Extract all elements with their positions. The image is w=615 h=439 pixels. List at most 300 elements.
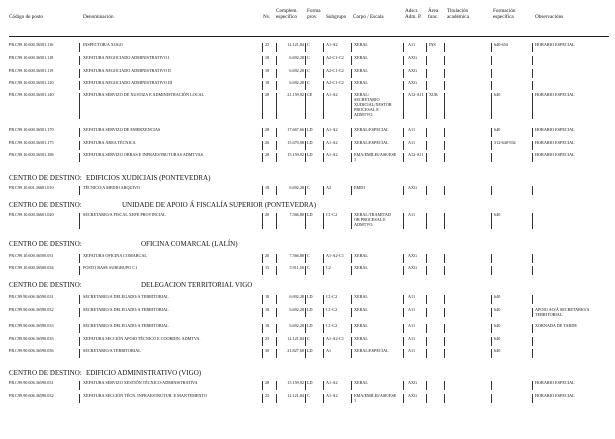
centro-label: CENTRO DE DESTINO: [9,201,82,209]
column-divider [491,254,492,263]
column-divider [444,266,445,275]
column-divider [351,56,352,65]
column-divider [276,43,277,52]
col-header-titulacion-1: Titulación [447,8,469,14]
posto-denominacion: SECRETARIO/A FISCAL XEFE PROVINCIAL [83,212,166,217]
posto-area: INS [429,42,436,47]
column-divider [426,308,427,317]
posto-code: PR.C99.10.600.36501.140 [9,92,54,97]
column-divider [403,56,404,65]
posto-forma: C [307,393,310,398]
column-divider [276,93,277,119]
column-divider [323,308,324,317]
column-divider [79,81,80,90]
column-divider [323,128,324,137]
centro-heading [9,240,238,248]
column-divider [276,69,277,78]
col-header-formacion-2: específica [493,14,514,20]
posto-nivel: 28 [265,380,270,385]
column-divider [444,93,445,119]
posto-corpo: XERAL/ [354,92,370,97]
posto-formacion: 640 [494,348,501,353]
column-divider [351,337,352,346]
posto-observacions: HORARIO ESPECIAL [535,127,575,132]
col-header-area-1: Área [428,8,439,14]
column-divider [323,381,324,390]
column-divider [444,128,445,137]
posto-corpo: EMA/EMILEI/ASE/ESE [354,393,397,398]
column-divider [491,349,492,358]
posto-nivel: 20 [265,253,270,258]
posto-corpo: XERAL [354,307,368,312]
posto-adscripcion: A11 [408,336,416,341]
posto-code: PR.C99.10.600.36501.119 [9,68,54,73]
posto-formacion: 640 [494,212,501,217]
column-divider [491,213,492,229]
column-divider [79,141,80,150]
posto-corpo: XERAL [354,55,368,60]
column-divider [351,381,352,390]
column-divider [262,266,263,275]
column-divider [276,81,277,90]
col-header-forma-2: prov. [307,14,318,20]
column-divider [305,81,306,90]
posto-formacion: 640 [494,336,501,341]
posto-denominacion: SECRETARIO/A DELEGADO/A TERRITORIAL [83,307,169,312]
posto-code: PR.C99.10.600.36500.034 [9,265,54,270]
column-divider [403,213,404,229]
column-divider [262,69,263,78]
posto-adscripcion: AXG [408,80,418,85]
column-divider [491,337,492,346]
posto-forma: C [307,68,310,73]
column-divider [79,69,80,78]
column-divider [403,266,404,275]
posto-code: PR.C99.10.601.36601.010 [9,185,54,190]
column-divider [491,56,492,65]
column-divider [305,308,306,317]
column-divider [351,254,352,263]
col-header-observacions: Observacións [535,14,564,20]
posto-denominacion: XEFATURA NEGOCIADO ADMINISTRATIVO II [83,68,171,73]
posto-code: PR.C99.90.606.36590.035 [9,336,54,341]
column-divider [444,349,445,358]
posto-corpo: EMD1 [354,185,366,190]
posto-adscripcion: AXG [408,253,418,258]
posto-adscripcion: A11 [408,212,416,217]
posto-corpo: XERAL [354,294,368,299]
centro-name: EDIFICIOS XUDICIAIS (PONTEVEDRA) [86,174,211,182]
posto-adscripcion: AXG [408,68,418,73]
posto-denominacion: XEFATURA SERVIZO DE XUSTIZA E ADMINISTRACIÓN LOCAL [83,92,205,97]
column-divider [426,349,427,358]
posto-formacion: 640 [494,323,501,328]
posto-corpo-line3: ADMTVO. [354,222,374,227]
posto-observacions: HORARIO ESPECIAL [535,393,575,398]
posto-forma: C [307,185,310,190]
column-divider [351,213,352,229]
column-divider [426,381,427,390]
column-divider [262,128,263,137]
posto-corpo: XERAL [354,80,368,85]
posto-code: PR.C99.10.600.36601.020 [9,212,54,217]
column-divider [276,56,277,65]
column-divider [262,186,263,195]
column-divider [444,56,445,65]
column-divider [323,56,324,65]
posto-adscripcion: A11 [408,42,416,47]
posto-corpo: XERAL [354,380,368,385]
column-divider [305,266,306,275]
column-divider [79,266,80,275]
centro-label: CENTRO DE DESTINO: [9,281,82,289]
col-header-forma-1: Forma [307,8,321,14]
posto-denominacion: SECRETARIO/A DELEGADO/A TERRITORIAL [83,294,169,299]
column-divider [491,266,492,275]
centro-name: OFICINA COMARCAL (LALÍN) [141,240,238,248]
posto-denominacion: INSPECTOR/A XOGO [83,42,123,47]
posto-corpo-line4: PROCESAL E [354,107,379,112]
column-divider [305,141,306,150]
posto-denominacion: XEFATURA SERVIZO XESTIÓN TÉCNICO-ADMINISTRATIVA [83,380,198,385]
column-divider [323,93,324,119]
posto-observacions: HORARIO ESPECIAL [535,152,575,157]
column-divider [276,213,277,229]
col-header-complem-1: Complem. [276,8,298,14]
column-divider [426,153,427,162]
column-divider [532,56,533,65]
posto-formacion: 640 [494,294,501,299]
posto-denominacion: XEFATURA OFICINA COMARCAL [83,253,147,258]
column-divider [403,186,404,195]
column-divider [79,56,80,65]
column-divider [403,43,404,52]
column-divider [305,153,306,162]
posto-adscripcion: A12-A11 [408,92,424,97]
column-divider [491,295,492,304]
column-divider [426,93,427,119]
column-divider [79,308,80,317]
column-divider [532,254,533,263]
column-divider [444,254,445,263]
column-divider [444,43,445,52]
column-divider [532,141,533,150]
column-divider [532,43,533,52]
column-divider [444,295,445,304]
posto-forma: C [307,55,310,60]
posto-code: PR.C99.90.606.36590.036 [9,348,54,353]
posto-adscripcion: A12-A11 [408,152,424,157]
posto-formacion: 640 [494,127,501,132]
column-divider [79,295,80,304]
posto-nivel: 18 [265,68,270,73]
column-divider [262,56,263,65]
posto-adscripcion: A11 [408,140,416,145]
column-divider [532,69,533,78]
column-divider [262,349,263,358]
posto-nivel: 30 [265,348,270,353]
column-divider [532,394,533,403]
column-divider [426,324,427,333]
column-divider [444,141,445,150]
posto-adscripcion: AXG [408,380,418,385]
col-header-complem-2: específico [276,14,298,20]
posto-corpo: XERAL [354,336,368,341]
column-divider [305,69,306,78]
column-divider [79,128,80,137]
posto-corpo: XERAL [354,265,368,270]
column-divider [532,349,533,358]
posto-adscripcion: AXG [408,185,418,190]
column-divider [351,266,352,275]
posto-nivel: 25 [265,336,270,341]
posto-nivel: 28 [265,92,270,97]
column-divider [305,56,306,65]
centro-label: CENTRO DE DESTINO: [9,240,82,248]
column-divider [276,349,277,358]
posto-complemento: 21.827,68 [287,348,304,353]
posto-denominacion: TÉCNICO/A MEDIO ARQUIVO [83,185,140,190]
posto-subgrupo: A1-A2-C1 [326,253,344,258]
posto-forma: LD [307,152,313,157]
centro-heading [9,281,253,289]
column-divider [262,337,263,346]
posto-subgrupo: A2 [326,185,332,190]
column-divider [351,349,352,358]
column-divider [491,69,492,78]
posto-forma: C [307,80,310,85]
column-divider [276,337,277,346]
column-divider [262,324,263,333]
column-divider [491,128,492,137]
column-divider [491,394,492,403]
posto-formacion: 640 [494,307,501,312]
centro-label: CENTRO DE DESTINO: [9,369,82,377]
column-divider [532,295,533,304]
column-divider [276,254,277,263]
column-divider [262,153,263,162]
posto-code: PR.C99.90.606.36590.033 [9,323,54,328]
posto-nivel: 28 [265,152,270,157]
column-divider [532,213,533,229]
column-divider [426,81,427,90]
column-divider [403,394,404,403]
posto-forma: LD [307,307,313,312]
column-divider [323,81,324,90]
col-header-titulacion-2: académica [447,14,469,20]
posto-complemento: 15.159,92 [287,152,304,157]
column-divider [323,337,324,346]
column-divider [276,153,277,162]
posto-complemento: 6.692,28 [289,55,304,60]
column-divider [323,349,324,358]
posto-code: PR.C99.90.606.36590.032 [9,393,54,398]
column-divider [323,295,324,304]
column-divider [79,394,80,403]
column-divider [305,186,306,195]
posto-denominacion: XEFATURA ÁREA TÉCNICA [83,140,136,145]
column-divider [305,295,306,304]
column-divider [444,308,445,317]
posto-complemento: 6.692,28 [289,323,304,328]
posto-subgrupo: C1-C2 [326,307,338,312]
posto-denominacion: SECRETARIO/A TERRITORIAL [83,348,141,353]
posto-denominacion: XEFATURA NEGOCIADO ADMINISTRATIVO III [83,80,173,85]
col-header-denominacion: Denominación [83,14,114,20]
column-divider [444,213,445,229]
column-divider [305,349,306,358]
column-divider [276,266,277,275]
posto-nivel: 18 [265,307,270,312]
column-divider [403,381,404,390]
posto-corpo: XERAL/TRAMITAD [354,212,391,217]
posto-corpo: XERAL/ESPECIAL [354,127,389,132]
column-divider [426,254,427,263]
column-divider [532,266,533,275]
posto-forma: C [307,336,310,341]
posto-adscripcion: A11 [408,294,416,299]
posto-subgrupo: A1 [326,348,332,353]
column-divider [323,153,324,162]
column-divider [491,153,492,162]
posto-code: PR.C99.10.600.36501.175 [9,140,54,145]
column-divider [426,141,427,150]
posto-subgrupo: C1-C2 [326,212,338,217]
posto-observacions: APOIO AO/Á SECRETARIO/A TERRITORIAL [535,307,590,317]
posto-corpo-line5: ADMTVO. [354,112,374,117]
col-header-adscr-1: Adscr. [405,8,419,14]
posto-nivel: 25 [265,393,270,398]
header-rule [9,36,609,37]
posto-forma: LD [307,140,313,145]
column-divider [532,308,533,317]
column-divider [351,93,352,119]
column-divider [403,81,404,90]
posto-subgrupo: C1-C2 [326,294,338,299]
column-divider [444,337,445,346]
column-divider [79,43,80,52]
posto-denominacion: XEFATURA NEGOCIADO ADMINISTRATIVO I [83,55,170,60]
column-divider [276,141,277,150]
column-divider [305,324,306,333]
column-divider [532,81,533,90]
column-divider [403,141,404,150]
col-header-adscr-2: Adm. P. [405,14,422,20]
posto-code: PR.C99.90.606.36590.031 [9,294,54,299]
posto-subgrupo: C2 [326,265,331,270]
col-header-subgrupo: Subgrupo [326,14,347,20]
posto-corpo: EMA/EMILEI/ASE/ESE [354,152,397,157]
centro-heading [9,369,202,377]
posto-observacions: HORARIO ESPECIAL [535,42,575,47]
column-divider [426,186,427,195]
column-divider [276,128,277,137]
column-divider [532,337,533,346]
posto-area: XUR [429,92,438,97]
posto-corpo: XERAL [354,68,368,73]
column-divider [305,337,306,346]
centro-heading [9,174,211,182]
column-divider [491,381,492,390]
column-divider [403,308,404,317]
column-divider [79,337,80,346]
column-divider [323,213,324,229]
posto-forma: CE [307,92,313,97]
posto-nivel: 20 [265,212,270,217]
posto-corpo: XERAL [354,323,368,328]
posto-denominacion: XEFATURA SERVIZO OBRAS E INFRAESTRUTURAS ADMTVAS. [83,152,204,157]
posto-corpo: XERAL [354,42,368,47]
column-divider [351,324,352,333]
posto-complemento: 15.159,92 [287,380,304,385]
posto-corpo-line2: OR PROCESAL E [354,217,386,222]
centro-name: UNIDADE DE APOIO Á FISCALÍA SUPERIOR (PONTEVEDRA) [122,201,317,209]
posto-forma: LD [307,380,313,385]
posto-code: PR.C99.10.600.36501.186 [9,152,54,157]
column-divider [532,186,533,195]
column-divider [426,394,427,403]
column-divider [323,394,324,403]
posto-subgrupo: A2-C1-C2 [326,55,344,60]
column-divider [491,43,492,52]
posto-adscripcion: AXG [408,265,418,270]
posto-corpo: XERAL/ESPECIAL [354,348,389,353]
posto-denominacion: XEFATURA SECCIÓN APOIO TÉCNICO E COORDIN. ADMTVA. [83,336,201,341]
posto-complemento: 6.692,28 [289,68,304,73]
posto-code: PR.C99.10.600.36501.120 [9,80,54,85]
column-divider [323,324,324,333]
column-divider [305,93,306,119]
column-divider [351,308,352,317]
posto-observacions: HORARIO ESPECIAL [535,380,575,385]
posto-adscripcion: AXG [408,55,418,60]
posto-forma: LD [307,323,313,328]
posto-forma: LD [307,212,313,217]
column-divider [262,81,263,90]
column-divider [305,394,306,403]
posto-code: PR.C99.10.600.36501.118 [9,55,54,60]
column-divider [305,213,306,229]
posto-nivel: 25 [265,42,270,47]
posto-adscripcion: AXG [408,393,418,398]
column-divider [323,69,324,78]
column-divider [262,308,263,317]
column-divider [276,381,277,390]
posto-subgrupo: A1-A2 [326,140,338,145]
column-divider [351,43,352,52]
column-divider [444,324,445,333]
posto-corpo-line2: 1 [354,398,357,403]
column-divider [79,381,80,390]
column-divider [403,295,404,304]
column-divider [351,81,352,90]
posto-nivel: 26 [265,140,270,145]
posto-formacion: 312-640-934 [494,140,516,145]
column-divider [79,324,80,333]
column-divider [323,254,324,263]
column-divider [491,141,492,150]
posto-denominacion: XEFATURA SECCIÓN TÉCN. INFRAESTRUTUR. E MANTEMENTO [83,393,207,398]
column-divider [426,266,427,275]
column-divider [532,381,533,390]
column-divider [532,93,533,119]
column-divider [262,295,263,304]
column-divider [444,69,445,78]
posto-forma: C [307,42,310,47]
centro-heading [9,201,317,209]
posto-forma: C [307,253,310,258]
column-divider [79,186,80,195]
